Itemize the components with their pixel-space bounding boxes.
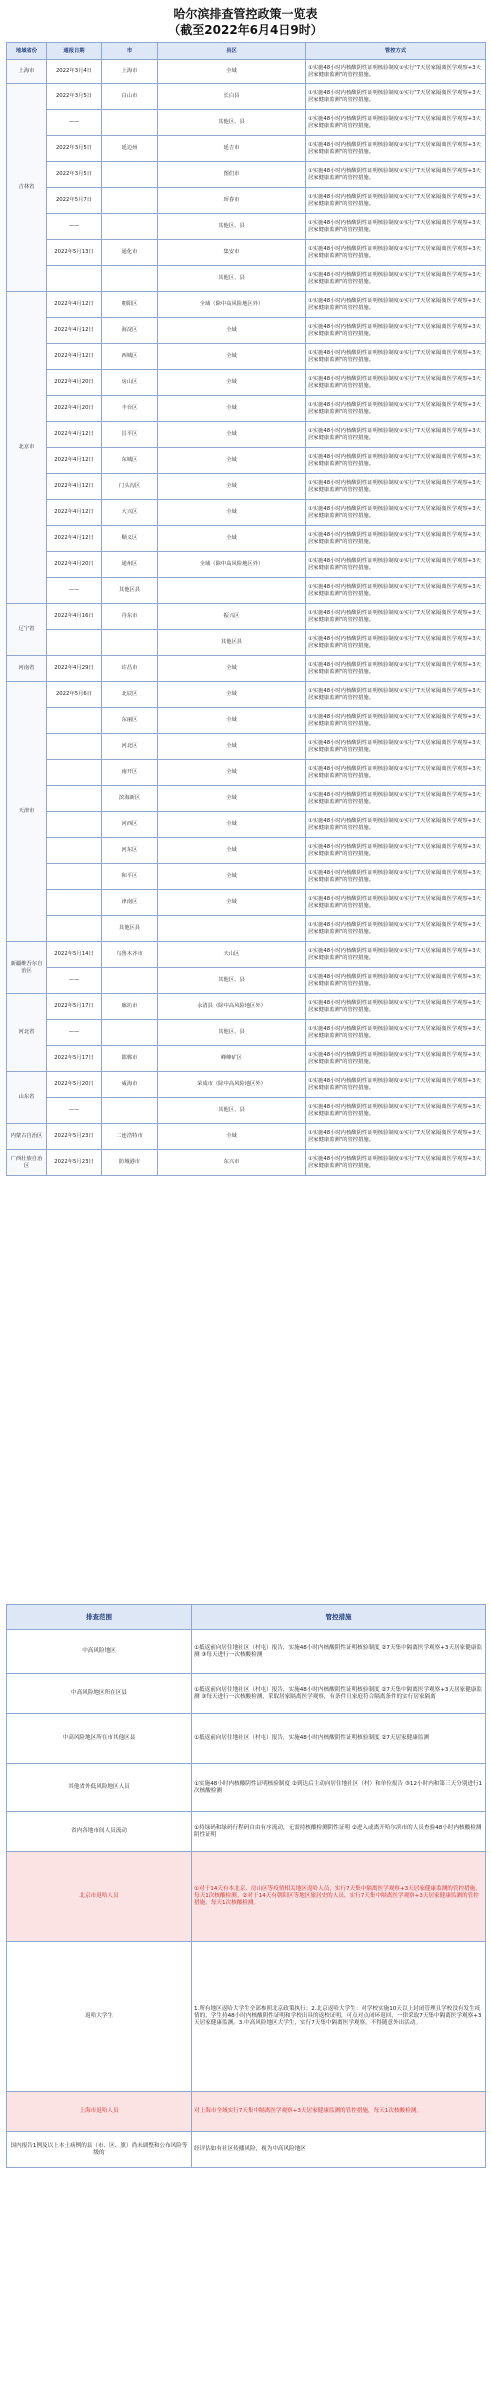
cell-district: 其他区、县 bbox=[158, 110, 306, 136]
cell-city bbox=[102, 214, 158, 240]
cell-measure: ①实施48小时内核酸阴性证明核验制度②实行"7天居家隔离医学观察+3天居家健康监测"的管控措施。 bbox=[306, 1046, 486, 1072]
policy-row bbox=[7, 474, 486, 500]
cell-province: 北京市 bbox=[7, 292, 47, 604]
cell-measure: ①实施48小时内核酸阴性证明核验制度②实行"7天居家隔离医学观察+3天居家健康监测"的管控措施。 bbox=[306, 552, 486, 578]
cell-district: 集安市 bbox=[158, 240, 306, 266]
cell-measures: 1.所有地区返哈大学生全部参照北京政策执行；2.北京返哈大学生：对学校实施10天以上封闭管理且学校没有发生疫情的，学生持48小时内核酸阴性证明和学校出具的返校证明，可点对点闭环返回，一律采取7天集中隔离医学观察+3天居家健康监测。3.中高风险地区大学生，实行7天集中隔离医学观察，不得随意外出活动。 bbox=[192, 1942, 486, 2092]
cell-city: 朝阳区 bbox=[102, 292, 158, 318]
cell-date: 2022年5月23日 bbox=[47, 1150, 102, 1176]
policy-row bbox=[7, 110, 486, 136]
measures-row bbox=[7, 1942, 486, 2092]
cell-date: 2022年4月20日 bbox=[47, 396, 102, 422]
cell-city: 廊坊市 bbox=[102, 994, 158, 1020]
cell-province: 河北省 bbox=[7, 994, 47, 1072]
measures-row bbox=[7, 2092, 486, 2132]
cell-date: 2022年3月5日 bbox=[47, 162, 102, 188]
measures-row bbox=[7, 2132, 486, 2168]
cell-date: 2022年4月12日 bbox=[47, 448, 102, 474]
cell-measure: ①实施48小时内核酸阴性证明核验制度②实行"7天居家隔离医学观察+3天居家健康监测"的管控措施。 bbox=[306, 682, 486, 708]
cell-measure: ①实施48小时内核酸阴性证明核验制度②实行"7天居家隔离医学观察+3天居家健康监测"的管控措施。 bbox=[306, 968, 486, 994]
cell-measures: ①对于14天有本北京、房山区等疫情相关地区返哈人员，实行7天集中隔离医学观察+3天居家健康监测的管控措施，每天1次核酸检测。②对于14天有朝阳区等地区旅居史的人员，实行7天集中隔离医学观察+3天居家健康监测的管控措施，每天1次核酸检测。 bbox=[192, 1852, 486, 1942]
cell-date: —— bbox=[47, 578, 102, 604]
cell-date: —— bbox=[47, 968, 102, 994]
cell-date: 2022年5月17日 bbox=[47, 994, 102, 1020]
cell-measure: ①实施48小时内核酸阴性证明核验制度②实行"7天居家隔离医学观察+3天居家健康监测"的管控措施。 bbox=[306, 734, 486, 760]
policy-row bbox=[7, 84, 486, 110]
cell-date bbox=[47, 630, 102, 656]
cell-date: 2022年4月12日 bbox=[47, 344, 102, 370]
cell-city bbox=[102, 1020, 158, 1046]
cell-date bbox=[47, 760, 102, 786]
cell-district: 东兴市 bbox=[158, 1150, 306, 1176]
cell-measure: ①实施48小时内核酸阴性证明核验制度②实行"7天居家隔离医学观察+3天居家健康监测"的管控措施。 bbox=[306, 578, 486, 604]
cell-date: 2022年3月5日 bbox=[47, 136, 102, 162]
cell-city: 通化市 bbox=[102, 240, 158, 266]
cell-measure: ①实施48小时内核酸阴性证明核验制度②实行"7天居家隔离医学观察+3天居家健康监测"的管控措施。 bbox=[306, 84, 486, 110]
policy-row bbox=[7, 890, 486, 916]
cell-measure: ①实施48小时内核酸阴性证明核验制度②实行"7天居家隔离医学观察+3天居家健康监测"的管控措施。 bbox=[306, 370, 486, 396]
cell-district: 天山区 bbox=[158, 942, 306, 968]
policy-row bbox=[7, 188, 486, 214]
cell-province: 上海市 bbox=[7, 60, 47, 84]
policy-row bbox=[7, 812, 486, 838]
cell-measure: ①实施48小时内核酸阴性证明核验制度②实行"7天居家隔离医学观察+3天居家健康监测"的管控措施。 bbox=[306, 162, 486, 188]
cell-district: 全域 bbox=[158, 656, 306, 682]
cell-district: 其他区、县 bbox=[158, 1098, 306, 1124]
cell-province: 新疆维吾尔自治区 bbox=[7, 942, 47, 994]
cell-district: 全域 bbox=[158, 370, 306, 396]
cell-city: 大兴区 bbox=[102, 500, 158, 526]
policy-row bbox=[7, 734, 486, 760]
cell-measure: ①实施48小时内核酸阴性证明核验制度②实行"7天居家隔离医学观察+3天居家健康监测"的管控措施。 bbox=[306, 136, 486, 162]
cell-scope: 国内报告1例及以上本土病例的县（市、区、旗）尚未调整和公布风险等级的 bbox=[7, 2132, 192, 2168]
policy-row bbox=[7, 500, 486, 526]
page-title: 哈尔滨排查管控政策一览表 bbox=[173, 7, 318, 21]
cell-city: 津南区 bbox=[102, 890, 158, 916]
cell-city bbox=[102, 110, 158, 136]
policy-row bbox=[7, 838, 486, 864]
cell-date: 2022年3月5日 bbox=[47, 84, 102, 110]
cell-measure: ①实施48小时内核酸阴性证明核验制度②实行"7天居家隔离医学观察+3天居家健康监测"的管控措施。 bbox=[306, 604, 486, 630]
cell-province: 山东省 bbox=[7, 1072, 47, 1124]
cell-city bbox=[102, 162, 158, 188]
cell-measures: ①实施48小时内核酸阴性证明核验制度 ②到达后主动向居住地社区（村）和单位报告 ③12小时内和第三天分别进行1次核酸检测 bbox=[192, 1764, 486, 1812]
cell-measure: ①实施48小时内核酸阴性证明核验制度②实行"7天居家隔离医学观察+3天居家健康监测"的管控措施。 bbox=[306, 656, 486, 682]
cell-date bbox=[47, 708, 102, 734]
cell-scope: 省内各地市间人员流动 bbox=[7, 1812, 192, 1852]
cell-measure: ①实施48小时内核酸阴性证明核验制度②实行"7天居家隔离医学观察+3天居家健康监测"的管控措施。 bbox=[306, 1020, 486, 1046]
cell-city bbox=[102, 266, 158, 292]
policy-row bbox=[7, 162, 486, 188]
cell-scope: 中高风险地区所在市其他区县 bbox=[7, 1714, 192, 1764]
cell-date bbox=[47, 864, 102, 890]
policy-row bbox=[7, 578, 486, 604]
cell-measure: ①实施48小时内核酸阴性证明核验制度②实行"7天居家隔离医学观察+3天居家健康监测"的管控措施。 bbox=[306, 708, 486, 734]
measures-row bbox=[7, 1674, 486, 1714]
cell-measures: 对上海市全域实行7天集中隔离医学观察+3天居家健康监测的管控措施，每天1次核酸检测。 bbox=[192, 2092, 486, 2132]
policy-row bbox=[7, 786, 486, 812]
cell-district: 全域 bbox=[158, 500, 306, 526]
cell-measure: ①实施48小时内核酸阴性证明核验制度②实行"7天居家隔离医学观察+3天居家健康监测"的管控措施。 bbox=[306, 786, 486, 812]
cell-district: 全域（除中高风险地区外） bbox=[158, 552, 306, 578]
cell-date: —— bbox=[47, 110, 102, 136]
cell-city: 其他区县 bbox=[102, 916, 158, 942]
cell-city: 丹东市 bbox=[102, 604, 158, 630]
policy-row bbox=[7, 240, 486, 266]
cell-measure: ①实施48小时内核酸阴性证明核验制度②实行"7天居家隔离医学观察+3天居家健康监测"的管控措施。 bbox=[306, 240, 486, 266]
cell-scope: 中高风险地区 bbox=[7, 1630, 192, 1674]
cell-measure: ①实施48小时内核酸阴性证明核验制度②实行"7天居家隔离医学观察+3天居家健康监测"的管控措施。 bbox=[306, 396, 486, 422]
cell-city: 乌鲁木齐市 bbox=[102, 942, 158, 968]
cell-district: 全域 bbox=[158, 60, 306, 84]
cell-date: 2022年5月20日 bbox=[47, 1072, 102, 1098]
cell-city bbox=[102, 1098, 158, 1124]
policy-table-header bbox=[7, 43, 486, 60]
cell-scope: 北京市返哈人员 bbox=[7, 1852, 192, 1942]
policy-row bbox=[7, 318, 486, 344]
cell-date: 2022年4月29日 bbox=[47, 656, 102, 682]
cell-district: 其他区、县 bbox=[158, 968, 306, 994]
cell-city: 东丽区 bbox=[102, 708, 158, 734]
cell-measures: ①抵返前向居住地社区（村屯）报告，实施48小时内核酸阴性证明核验制度 ②7天居家健康监测 bbox=[192, 1714, 486, 1764]
measures-table-body bbox=[7, 1630, 486, 2168]
measures-row bbox=[7, 1630, 486, 1674]
measures-row bbox=[7, 1812, 486, 1852]
cell-measure: ①实施48小时内核酸阴性证明核验制度②实行"7天居家隔离医学观察+3天居家健康监测"的管控措施。 bbox=[306, 318, 486, 344]
cell-city bbox=[102, 630, 158, 656]
cell-date: 2022年4月12日 bbox=[47, 500, 102, 526]
cell-city: 通州区 bbox=[102, 552, 158, 578]
cell-date bbox=[47, 890, 102, 916]
header-city: 市 bbox=[102, 43, 158, 60]
cell-measure: ①实施48小时内核酸阴性证明核验制度②实行"7天居家隔离医学观察+3天居家健康监测"的管控措施。 bbox=[306, 448, 486, 474]
cell-city: 昌平区 bbox=[102, 422, 158, 448]
policy-row bbox=[7, 136, 486, 162]
cell-date bbox=[47, 812, 102, 838]
policy-row bbox=[7, 422, 486, 448]
cell-city: 威海市 bbox=[102, 1072, 158, 1098]
header-measure: 管控方式 bbox=[306, 43, 486, 60]
cell-city: 河西区 bbox=[102, 812, 158, 838]
policy-row bbox=[7, 1072, 486, 1098]
policy-row bbox=[7, 292, 486, 318]
header-date: 通报日期 bbox=[47, 43, 102, 60]
cell-measure: ①实施48小时内核酸阴性证明核验制度②实行"7天居家隔离医学观察+3天居家健康监测"的管控措施。 bbox=[306, 60, 486, 84]
cell-district: 其他区县 bbox=[158, 630, 306, 656]
policy-row bbox=[7, 1046, 486, 1072]
policy-row bbox=[7, 994, 486, 1020]
cell-city: 和平区 bbox=[102, 864, 158, 890]
policy-row bbox=[7, 942, 486, 968]
cell-measure: ①实施48小时内核酸阴性证明核验制度②实行"7天居家隔离医学观察+3天居家健康监测"的管控措施。 bbox=[306, 422, 486, 448]
cell-city: 延边州 bbox=[102, 136, 158, 162]
cell-measure: ①实施48小时内核酸阴性证明核验制度②实行"7天居家隔离医学观察+3天居家健康监测"的管控措施。 bbox=[306, 812, 486, 838]
measures-row bbox=[7, 1714, 486, 1764]
cell-measures: ①抵返前向居住地社区（村屯）报告，实施48小时内核酸阴性证明核验制度 ②7天集中隔离医学观察+3天居家健康监测 ③每天进行一次核酸检测，采取居家隔离医学观察，有条件且家庭符合隔离条件的实行居家隔离 bbox=[192, 1674, 486, 1714]
cell-measure: ①实施48小时内核酸阴性证明核验制度②实行"7天居家隔离医学观察+3天居家健康监测"的管控措施。 bbox=[306, 1124, 486, 1150]
cell-city: 海淀区 bbox=[102, 318, 158, 344]
cell-measure: ①实施48小时内核酸阴性证明核验制度②实行"7天居家隔离医学观察+3天居家健康监测"的管控措施。 bbox=[306, 344, 486, 370]
policy-row bbox=[7, 266, 486, 292]
policy-table bbox=[6, 42, 486, 1176]
cell-date bbox=[47, 786, 102, 812]
cell-date: 2022年4月12日 bbox=[47, 422, 102, 448]
measures-row bbox=[7, 1764, 486, 1812]
cell-city: 防城港市 bbox=[102, 1150, 158, 1176]
cell-district: 全域 bbox=[158, 812, 306, 838]
policy-row bbox=[7, 916, 486, 942]
cell-measure: ①实施48小时内核酸阴性证明核验制度②实行"7天居家隔离医学观察+3天居家健康监测"的管控措施。 bbox=[306, 474, 486, 500]
cell-city: 丰台区 bbox=[102, 396, 158, 422]
cell-district: 全域 bbox=[158, 1124, 306, 1150]
cell-measures: ①抵返前向居住地社区（村屯）报告，实施48小时内核酸阴性证明核验制度 ②7天集中隔离医学观察+3天居家健康监测 ③每天进行一次核酸检测 bbox=[192, 1630, 486, 1674]
cell-measure: ①实施48小时内核酸阴性证明核验制度②实行"7天居家隔离医学观察+3天居家健康监测"的管控措施。 bbox=[306, 266, 486, 292]
cell-province: 河南省 bbox=[7, 656, 47, 682]
header-prov: 地域省份 bbox=[7, 43, 47, 60]
cell-measure: ①实施48小时内核酸阴性证明核验制度②实行"7天居家隔离医学观察+3天居家健康监测"的管控措施。 bbox=[306, 188, 486, 214]
cell-district: 全域 bbox=[158, 708, 306, 734]
cell-district: 珲春市 bbox=[158, 188, 306, 214]
cell-district: 全域 bbox=[158, 526, 306, 552]
policy-row bbox=[7, 708, 486, 734]
cell-measure: ①实施48小时内核酸阴性证明核验制度②实行"7天居家隔离医学观察+3天居家健康监测"的管控措施。 bbox=[306, 1098, 486, 1124]
cell-district: 全域 bbox=[158, 682, 306, 708]
cell-district: 峰峰矿区 bbox=[158, 1046, 306, 1072]
policy-row bbox=[7, 682, 486, 708]
cell-district: 全域 bbox=[158, 734, 306, 760]
policy-table-body bbox=[7, 60, 486, 1176]
cell-district: 图们市 bbox=[158, 162, 306, 188]
cell-date bbox=[47, 916, 102, 942]
cell-province: 辽宁省 bbox=[7, 604, 47, 656]
cell-date: 2022年4月12日 bbox=[47, 318, 102, 344]
cell-district: 全域 bbox=[158, 838, 306, 864]
cell-measure: ①实施48小时内核酸阴性证明核验制度②实行"7天居家隔离医学观察+3天居家健康监测"的管控措施。 bbox=[306, 500, 486, 526]
cell-city: 东城区 bbox=[102, 448, 158, 474]
cell-district: 全域 bbox=[158, 422, 306, 448]
cell-district: 全域 bbox=[158, 396, 306, 422]
cell-district: 其他区、县 bbox=[158, 214, 306, 240]
header-scope: 排查范围 bbox=[7, 1605, 192, 1630]
cell-measure: ①实施48小时内核酸阴性证明核验制度②实行"7天居家隔离医学观察+3天居家健康监测"的管控措施。 bbox=[306, 838, 486, 864]
cell-district: 全域 bbox=[158, 786, 306, 812]
cell-measure: ①实施48小时内核酸阴性证明核验制度②实行"7天居家隔离医学观察+3天居家健康监测"的管控措施。 bbox=[306, 864, 486, 890]
title-block bbox=[0, 6, 491, 38]
cell-date: 2022年4月16日 bbox=[47, 604, 102, 630]
measures-table-header bbox=[7, 1605, 486, 1630]
policy-row bbox=[7, 656, 486, 682]
cell-city: 门头沟区 bbox=[102, 474, 158, 500]
cell-district: 全域 bbox=[158, 474, 306, 500]
cell-measure: ①实施48小时内核酸阴性证明核验制度②实行"7天居家隔离医学观察+3天居家健康监测"的管控措施。 bbox=[306, 760, 486, 786]
policy-row bbox=[7, 60, 486, 84]
header-measures: 管控措施 bbox=[192, 1605, 486, 1630]
policy-row bbox=[7, 1124, 486, 1150]
cell-province: 天津市 bbox=[7, 682, 47, 942]
cell-measures: 经评估如有社区传播风险，视为中高风险地区 bbox=[192, 2132, 486, 2168]
cell-city: 南开区 bbox=[102, 760, 158, 786]
cell-measure: ①实施48小时内核酸阴性证明核验制度②实行"7天居家隔离医学观察+3天居家健康监测"的管控措施。 bbox=[306, 994, 486, 1020]
cell-measure: ①实施48小时内核酸阴性证明核验制度②实行"7天居家隔离医学观察+3天居家健康监测"的管控措施。 bbox=[306, 1072, 486, 1098]
cell-measure: ①实施48小时内核酸阴性证明核验制度②实行"7天居家隔离医学观察+3天居家健康监测"的管控措施。 bbox=[306, 110, 486, 136]
measures-row bbox=[7, 1852, 486, 1942]
policy-row bbox=[7, 448, 486, 474]
cell-province: 广西壮族自治区 bbox=[7, 1150, 47, 1176]
cell-measures: ①持绿码和绿码行程码自由有序流动，无需持核酸检测阴性证明 ②进入或离开哈尔滨市的人员查验48小时内核酸检测阴性证明 bbox=[192, 1812, 486, 1852]
cell-date: 2022年5月13日 bbox=[47, 240, 102, 266]
cell-date: 2022年5月7日 bbox=[47, 188, 102, 214]
cell-date: —— bbox=[47, 214, 102, 240]
cell-city: 河东区 bbox=[102, 838, 158, 864]
cell-date: 2022年4月12日 bbox=[47, 292, 102, 318]
cell-date: 2022年5月23日 bbox=[47, 1124, 102, 1150]
cell-city: 白山市 bbox=[102, 84, 158, 110]
header-dist: 县区 bbox=[158, 43, 306, 60]
cell-scope: 中高风险地区所在区县 bbox=[7, 1674, 192, 1714]
cell-measure: ①实施48小时内核酸阴性证明核验制度②实行"7天居家隔离医学观察+3天居家健康监测"的管控措施。 bbox=[306, 214, 486, 240]
cell-city: 河北区 bbox=[102, 734, 158, 760]
cell-city: 上海市 bbox=[102, 60, 158, 84]
cell-date: 2022年4月12日 bbox=[47, 526, 102, 552]
policy-row bbox=[7, 214, 486, 240]
cell-date: 2022年5月14日 bbox=[47, 942, 102, 968]
cell-city bbox=[102, 188, 158, 214]
cell-date: —— bbox=[47, 1098, 102, 1124]
cell-district: 永清县（除中高风险地区外） bbox=[158, 994, 306, 1020]
cell-scope: 返哈大学生 bbox=[7, 1942, 192, 2092]
policy-row bbox=[7, 604, 486, 630]
policy-row bbox=[7, 968, 486, 994]
cell-city: 滨海新区 bbox=[102, 786, 158, 812]
policy-row bbox=[7, 1020, 486, 1046]
measures-table bbox=[6, 1604, 486, 2168]
cell-district: 振兴区 bbox=[158, 604, 306, 630]
cell-district bbox=[158, 578, 306, 604]
cell-measure: ①实施48小时内核酸阴性证明核验制度②实行"7天居家隔离医学观察+3天居家健康监测"的管控措施。 bbox=[306, 916, 486, 942]
cell-measure: ①实施48小时内核酸阴性证明核验制度②实行"7天居家隔离医学观察+3天居家健康监测"的管控措施。 bbox=[306, 630, 486, 656]
cell-city: 顺义区 bbox=[102, 526, 158, 552]
cell-city: 其他区县 bbox=[102, 578, 158, 604]
cell-city: 北辰区 bbox=[102, 682, 158, 708]
cell-date: 2022年5月17日 bbox=[47, 1046, 102, 1072]
cell-city: 二连浩特市 bbox=[102, 1124, 158, 1150]
policy-row bbox=[7, 1098, 486, 1124]
policy-row bbox=[7, 1150, 486, 1176]
policy-row bbox=[7, 864, 486, 890]
policy-row bbox=[7, 526, 486, 552]
cell-scope: 上海市返哈人员 bbox=[7, 2092, 192, 2132]
cell-district bbox=[158, 916, 306, 942]
cell-district: 其他区、县 bbox=[158, 1020, 306, 1046]
page-subtitle: （截至2022年6月4日9时） bbox=[168, 23, 323, 37]
policy-row bbox=[7, 552, 486, 578]
cell-city: 房山区 bbox=[102, 370, 158, 396]
cell-date: 2022年4月20日 bbox=[47, 370, 102, 396]
cell-district: 其他区、县 bbox=[158, 266, 306, 292]
cell-date: 2022年4月12日 bbox=[47, 474, 102, 500]
cell-measure: ①实施48小时内核酸阴性证明核验制度②实行"7天居家隔离医学观察+3天居家健康监测"的管控措施。 bbox=[306, 1150, 486, 1176]
cell-measure: ①实施48小时内核酸阴性证明核验制度②实行"7天居家隔离医学观察+3天居家健康监测"的管控措施。 bbox=[306, 942, 486, 968]
cell-city: 许昌市 bbox=[102, 656, 158, 682]
cell-measure: ①实施48小时内核酸阴性证明核验制度②实行"7天居家隔离医学观察+3天居家健康监测"的管控措施。 bbox=[306, 526, 486, 552]
cell-date: 2022年5月6日 bbox=[47, 682, 102, 708]
cell-district: 全域 bbox=[158, 760, 306, 786]
cell-district: 延吉市 bbox=[158, 136, 306, 162]
cell-date: 2022年4月20日 bbox=[47, 552, 102, 578]
cell-city: 邯郸市 bbox=[102, 1046, 158, 1072]
cell-district: 荣成市（除中高风险地区外） bbox=[158, 1072, 306, 1098]
cell-district: 全域 bbox=[158, 864, 306, 890]
policy-row bbox=[7, 760, 486, 786]
cell-date bbox=[47, 838, 102, 864]
cell-date bbox=[47, 266, 102, 292]
policy-row bbox=[7, 396, 486, 422]
cell-province: 吉林省 bbox=[7, 84, 47, 292]
cell-date: —— bbox=[47, 1020, 102, 1046]
cell-district: 全域 bbox=[158, 318, 306, 344]
cell-district: 全域 bbox=[158, 448, 306, 474]
cell-measure: ①实施48小时内核酸阴性证明核验制度②实行"7天居家隔离医学观察+3天居家健康监测"的管控措施。 bbox=[306, 890, 486, 916]
cell-date bbox=[47, 734, 102, 760]
policy-row bbox=[7, 630, 486, 656]
cell-district: 长白县 bbox=[158, 84, 306, 110]
policy-row bbox=[7, 370, 486, 396]
cell-city bbox=[102, 968, 158, 994]
cell-measure: ①实施48小时内核酸阴性证明核验制度②实行"7天居家隔离医学观察+3天居家健康监测"的管控措施。 bbox=[306, 292, 486, 318]
cell-city: 西城区 bbox=[102, 344, 158, 370]
cell-district: 全域（除中高风险地区外） bbox=[158, 292, 306, 318]
cell-province: 内蒙古自治区 bbox=[7, 1124, 47, 1150]
cell-district: 全域 bbox=[158, 344, 306, 370]
cell-date: 2022年3月4日 bbox=[47, 60, 102, 84]
cell-district: 全域 bbox=[158, 890, 306, 916]
policy-row bbox=[7, 344, 486, 370]
cell-scope: 其他省外低风险地区人员 bbox=[7, 1764, 192, 1812]
